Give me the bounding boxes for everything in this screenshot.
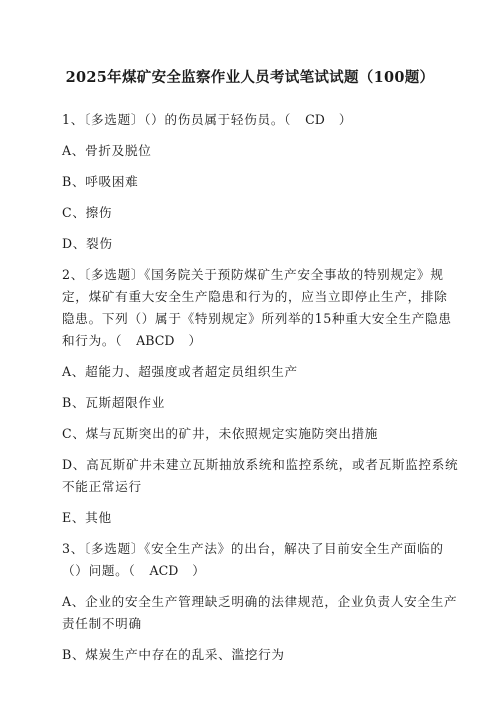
question-1 [62,109,454,131]
answer: ABCD [136,333,175,348]
option-c: C、煤与瓦斯突出的矿井，未依照规定实施防突出措施 [62,426,379,441]
question-3 [62,538,454,582]
question-text-line: 3、〔多选题〕《安全生产法》的出台，解决了目前安全生产面临的 [62,541,444,556]
option-b: B、瓦斯超限作业 [62,395,166,410]
question-2 [62,264,454,352]
option-a: A、超能力、超强度或者超定员组织生产 [62,364,298,379]
question-text-line: 1、〔多选题〕（）的伤员属于轻伤员。（ CD ） [62,109,454,131]
option-d: D、裂伤 [62,236,113,251]
option-b: B、煤炭生产中存在的乱采、滥挖行为 [62,647,285,662]
document-title: 2025年煤矿安全监察作业人员考试笔试试题（100题） [65,69,435,86]
option-c: C、擦伤 [62,205,113,220]
option-e: E、其他 [62,510,112,525]
option-b: B、呼吸困难 [62,174,139,189]
question-text-line: 和行为。（ ABCD ） [62,330,454,352]
option-d: D、高瓦斯矿井未建立瓦斯抽放系统和监控系统，或者瓦斯监控系统 不能正常运行 [62,457,459,494]
option-a: A、骨折及脱位 [62,143,152,158]
answer: CD [305,112,325,127]
answer: ACD [149,563,179,578]
question-text-line: 定，煤矿有重大安全生产隐患和行为的，应当立即停止生产，排除 [62,289,448,304]
question-text-line: 2、〔多选题〕《国务院关于预防煤矿生产安全事故的特别规定》规 [62,267,444,282]
question-text-line: （）问题。（ ACD ） [62,560,454,582]
option-a: A、企业的安全生产管理缺乏明确的法律规范，企业负责人安全生产 责任制不明确 [62,594,458,631]
question-text-line: 隐患。下列（）属于《特别规定》所列举的15种重大安全生产隐患 [62,311,452,326]
